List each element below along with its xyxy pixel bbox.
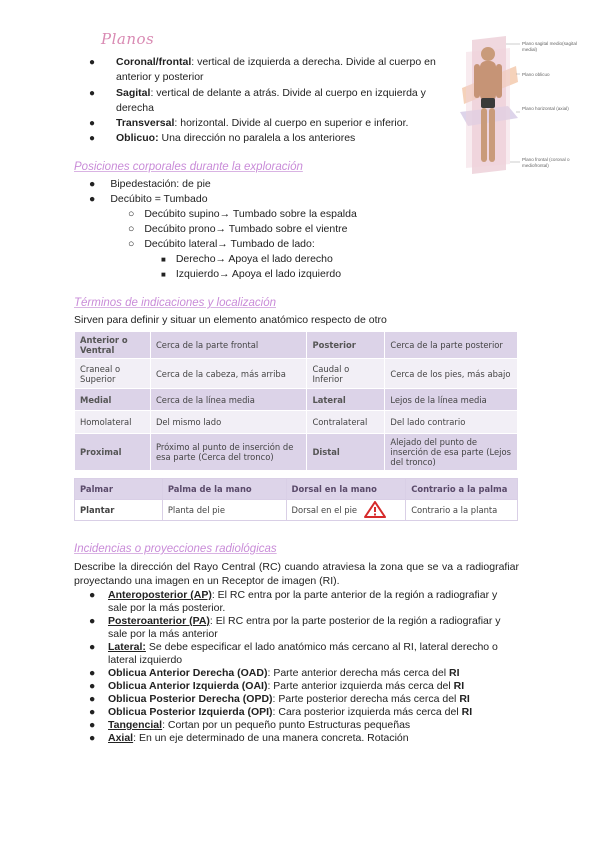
table-row	[75, 332, 518, 359]
table-row	[75, 500, 518, 521]
terminos-title: Términos de indicaciones y localización	[74, 297, 276, 309]
definition: : Parte anterior derecha más cerca del	[267, 667, 449, 679]
definition-cell: Planta del pie	[162, 500, 286, 521]
term-cell: Distal	[307, 434, 385, 471]
item-text: Decúbito = Tumbado	[110, 193, 208, 205]
definition-cell: Cerca de la cabeza, más arriba	[150, 359, 307, 389]
localization-terms-table	[74, 331, 518, 471]
definition-cell: Cerca de la parte posterior	[385, 332, 518, 359]
term: Anteroposterior (AP)	[108, 589, 212, 601]
tail: RI	[459, 693, 470, 705]
definition-cell: Próximo al punto de inserción de esa parte (Cerca del tronco)	[150, 434, 307, 471]
term-cell: Craneal o Superior	[75, 359, 151, 389]
tail: RI	[453, 680, 465, 692]
list-item: ● Oblicuo: Una dirección no paralela a los anteriores	[89, 132, 356, 144]
list-item: ● Tangencial: Cortan por un pequeño punto Estructuras pequeñas	[89, 719, 411, 731]
sep: :	[174, 117, 178, 129]
anatomical-planes-figure	[458, 34, 590, 174]
tail: RI	[449, 667, 460, 679]
warning-triangle-icon	[364, 501, 386, 520]
sep: :	[191, 56, 195, 68]
figure-label-horizontal: Plano horizontal (axial)	[522, 106, 569, 111]
posiciones-title: Posiciones corporales durante la exploración	[74, 161, 303, 173]
item-text: Decúbito supino→ Tumbado sobre la espalda	[144, 208, 357, 220]
definition: : El RC entra por la parte anterior de la región a radiografiar y sale por la más posterior.	[108, 589, 498, 614]
definition-cell: Alejado del punto de inserción de esa parte (Lejos del tronco)	[385, 434, 518, 471]
definition-cell: Del mismo lado	[150, 411, 307, 434]
planos-title: Planos	[101, 30, 155, 48]
list-item: ● Coronal/frontal: vertical de izquierda a derecha. Divide al cuerpo en anterior y posterior	[89, 56, 436, 83]
term: Oblicua Posterior Derecha (OPD)	[108, 693, 273, 705]
term-text: Dorsal en el pie	[291, 504, 358, 515]
item-text: Decúbito lateral→ Tumbado de lado:	[144, 238, 315, 250]
definition: vertical de delante a atrás. Divide al cuerpo en izquierda y derecha	[116, 87, 426, 114]
definition-cell: Cerca de los pies, más abajo	[385, 359, 518, 389]
figure-label-oblique: Plano oblicuo	[522, 72, 550, 77]
definition-cell: Contrario a la palma	[406, 479, 518, 500]
list-item: ● Oblicua Anterior Derecha (OAD): Parte anterior derecha más cerca del RI	[89, 667, 460, 679]
list-item: ● Oblicua Posterior Izquierda (OPI): Cara posterior izquierda más cerca del RI	[89, 706, 473, 718]
term: Axial	[108, 732, 134, 744]
term-cell-with-icon	[286, 500, 406, 521]
definition: : Cara posterior izquierda más cerca del	[272, 706, 462, 718]
list-item: ● Oblicua Posterior Derecha (OPD): Parte posterior derecha más cerca del RI	[89, 693, 470, 705]
term: Posteroanterior (PA)	[108, 615, 210, 627]
term-cell: Proximal	[75, 434, 151, 471]
sep: :	[150, 87, 154, 99]
figure-label-frontal: Plano frontal (coronal o mediofrontal)	[522, 157, 570, 168]
tail: RI	[461, 706, 473, 718]
list-item: ○ Decúbito lateral→ Tumbado de lado:	[128, 238, 315, 250]
term-cell: Caudal o Inferior	[307, 359, 385, 389]
list-item: ● Decúbito = Tumbado	[89, 193, 208, 205]
term-cell: Posterior	[307, 332, 385, 359]
term-cell: Palmar	[75, 479, 163, 500]
term: Transversal	[116, 117, 175, 129]
definition-cell: Del lado contrario	[385, 411, 518, 434]
definition: : El RC entra por la parte posterior de la región a radiografiar y sale por la más anterior	[108, 615, 501, 640]
item-text: Derecho→ Apoya el lado derecho	[175, 253, 333, 265]
definition-cell: Cerca de la línea media	[150, 389, 307, 411]
definition: Se debe especificar el lado anatómico más cercano al RI, lateral derecho o lateral izquierdo	[108, 641, 498, 666]
list-item: ● Axial: En un eje determinado de una manera concreta. Rotación	[89, 732, 409, 744]
definition: horizontal. Divide al cuerpo en superior e inferior.	[177, 117, 409, 129]
term: Lateral:	[108, 641, 146, 653]
definition: : Cortan por un pequeño punto Estructuras pequeñas	[162, 719, 411, 731]
list-item: ● Oblicua Anterior Izquierda (OAI): Parte anterior izquierda más cerca del RI	[89, 680, 465, 692]
term-cell: Lateral	[307, 389, 385, 411]
list-item: ○ Decúbito prono→ Tumbado sobre el vientre	[128, 223, 348, 235]
incidencias-title: Incidencias o proyecciones radiológicas	[74, 543, 277, 555]
term-cell: Medial	[75, 389, 151, 411]
definition: : Parte posterior derecha más cerca del	[272, 693, 460, 705]
list-item: ● Lateral: Se debe especificar el lado anatómico más cercano al RI, lateral derecho o lateral izquierdo	[89, 641, 498, 666]
definition-cell: Palma de la mano	[162, 479, 286, 500]
term: Tangencial	[108, 719, 163, 731]
term: Coronal/frontal	[116, 56, 192, 68]
term: Oblicua Anterior Derecha (OAD)	[108, 667, 268, 679]
term: Oblicuo:	[116, 132, 159, 144]
term-cell: Contralateral	[307, 411, 385, 434]
definition: : En un eje determinado de una manera concreta. Rotación	[133, 732, 409, 744]
table-row	[75, 359, 518, 389]
incidencias-intro: Describe la dirección del Rayo Central (RC) cuando atraviesa la zona que se va a radiografiar proyectando una imagen en un Receptor de imagen (RI).	[74, 561, 519, 587]
definition: vertical de izquierda a derecha. Divide al cuerpo en anterior y posterior	[116, 56, 436, 83]
term: Oblicua Anterior Izquierda (OAI)	[108, 680, 268, 692]
list-item: ■ Izquierdo→ Apoya el lado izquierdo	[161, 268, 342, 280]
table-row	[75, 479, 518, 500]
list-item: ● Posteroanterior (PA): El RC entra por la parte posterior de la región a radiografiar y sale por la más anterior	[89, 615, 501, 640]
item-text: Bipedestación: de pie	[110, 178, 211, 190]
figure-label-sagittal: Plano sagital medio(sagital medial)	[522, 41, 577, 52]
table-row	[75, 411, 518, 434]
list-item: ● Transversal: horizontal. Divide al cuerpo en superior e inferior.	[89, 117, 409, 129]
definition-cell: Contrario a la planta	[406, 500, 518, 521]
definition-cell: Cerca de la parte frontal	[150, 332, 307, 359]
list-item: ■ Derecho→ Apoya el lado derecho	[161, 253, 333, 265]
definition: Una dirección no paralela a los anteriores	[158, 132, 356, 144]
definition-cell: Lejos de la línea media	[385, 389, 518, 411]
term-cell: Homolateral	[75, 411, 151, 434]
palmar-plantar-table	[74, 478, 518, 521]
term-cell: Anterior o Ventral	[75, 332, 151, 359]
body-planes-illustration	[458, 34, 590, 174]
term-cell: Plantar	[75, 500, 163, 521]
table-row	[75, 389, 518, 411]
item-text: Izquierdo→ Apoya el lado izquierdo	[175, 268, 342, 280]
terminos-intro: Sirven para definir y situar un elemento anatómico respecto de otro	[74, 314, 387, 326]
list-item: ● Bipedestación: de pie	[89, 178, 211, 190]
list-item: ● Anteroposterior (AP): El RC entra por la parte anterior de la región a radiografiar y sale por la más posterior.	[89, 589, 498, 614]
table-row	[75, 434, 518, 471]
list-item: ○ Decúbito supino→ Tumbado sobre la espalda	[128, 208, 357, 220]
list-item: ● Sagital: vertical de delante a atrás. Divide al cuerpo en izquierda y derecha	[89, 87, 426, 114]
term: Oblicua Posterior Izquierda (OPI)	[108, 706, 273, 718]
item-text: Decúbito prono→ Tumbado sobre el vientre	[144, 223, 348, 235]
term: Sagital	[116, 87, 151, 99]
definition: : Parte anterior izquierda más cerca del	[267, 680, 454, 692]
term-cell: Dorsal en la mano	[286, 479, 406, 500]
